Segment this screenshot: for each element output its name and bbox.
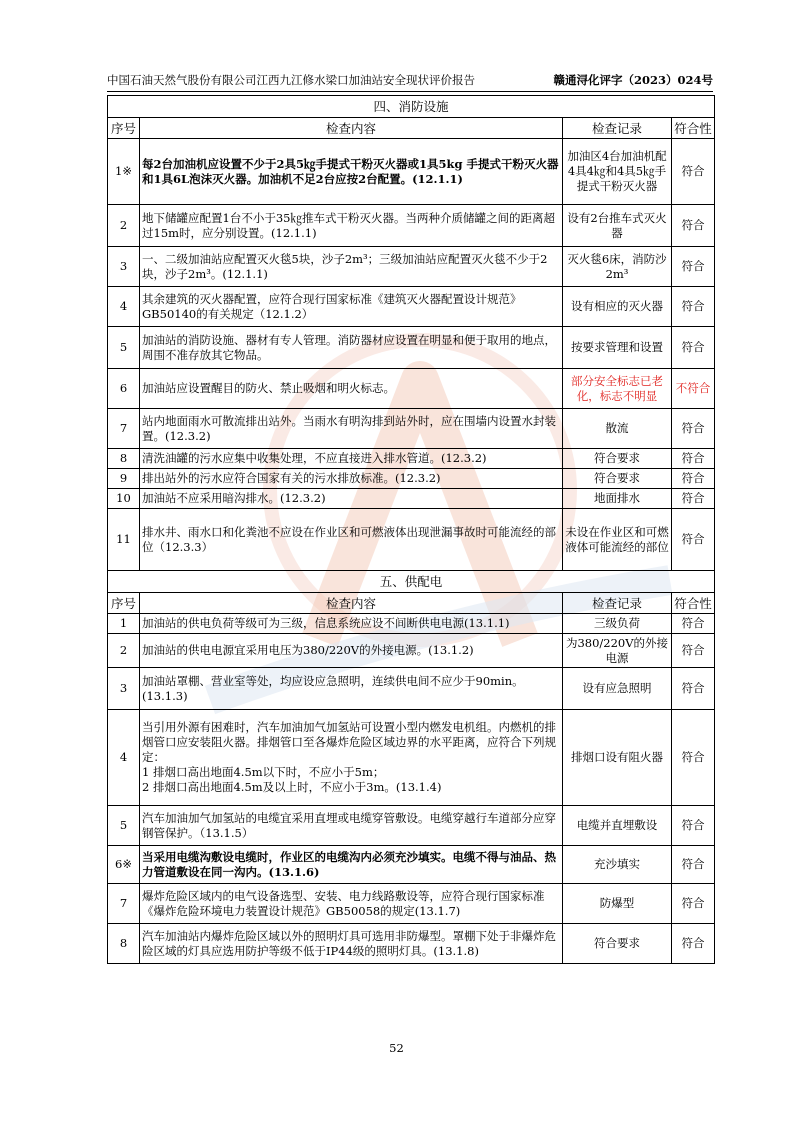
conformity-result: 符合 [672, 449, 715, 469]
check-record: 设有2台推车式灭火器 [563, 205, 672, 247]
table-row [108, 884, 715, 924]
col-header-content: 检查内容 [140, 118, 563, 139]
header-rule [107, 91, 713, 92]
table-row [108, 924, 715, 964]
check-record: 地面排水 [563, 489, 672, 509]
check-record: 三级负荷 [563, 614, 672, 634]
column-header-row [108, 118, 715, 139]
col-header-conformity: 符合性 [672, 118, 715, 139]
col-header-conformity: 符合性 [672, 593, 715, 614]
table-row [108, 489, 715, 509]
col-header-no: 序号 [108, 593, 140, 614]
conformity-result: 符合 [672, 846, 715, 884]
check-content: 加油站的消防设施、器材有专人管理。消防器材应设置在明显和便于取用的地点，周围不准存放其它物品。 [140, 327, 563, 369]
row-number: 10 [108, 489, 140, 509]
check-record: 加油区4台加油机配4具4㎏和4具5㎏手提式干粉灭火器 [563, 139, 672, 205]
col-header-record: 检查记录 [563, 593, 672, 614]
table-row [108, 139, 715, 205]
table-row [108, 469, 715, 489]
table-row [108, 710, 715, 806]
check-record: 未设在作业区和可燃液体可能流经的部位 [563, 509, 672, 571]
conformity-result: 符合 [672, 634, 715, 668]
conformity-result: 符合 [672, 924, 715, 964]
page-number: 52 [389, 1041, 404, 1055]
conformity-result: 符合 [672, 327, 715, 369]
row-number: 7 [108, 409, 140, 449]
table-row [108, 668, 715, 710]
check-record: 电缆并直埋敷设 [563, 806, 672, 846]
check-content: 地下储罐应配置1台不小于35㎏推车式干粉灭火器。当两种介质储罐之间的距离超过15m时，应分别设置。(12.1.1) [140, 205, 563, 247]
table-row [108, 806, 715, 846]
conformity-result: 符合 [672, 287, 715, 327]
row-number: 5 [108, 806, 140, 846]
table-row [108, 287, 715, 327]
table-row [108, 509, 715, 571]
table-row [108, 846, 715, 884]
section-header-power [108, 571, 715, 593]
table-row [108, 614, 715, 634]
check-record: 设有应急照明 [563, 668, 672, 710]
check-record: 防爆型 [563, 884, 672, 924]
check-record: 灭火毯6床，消防沙2m³ [563, 247, 672, 287]
row-number: 8 [108, 924, 140, 964]
report-title: 中国石油天然气股份有限公司江西九江修水梁口加油站安全现状评价报告 [107, 73, 475, 87]
check-content: 汽车加油加气加氢站的电缆宜采用直埋或电缆穿管敷设。电缆穿越行车道部分应穿钢管保护。（13.1.5） [140, 806, 563, 846]
report-number: 赣通浔化评字（2023）024号 [553, 73, 713, 87]
conformity-result: 符合 [672, 205, 715, 247]
check-content: 爆炸危险区域内的电气设备选型、安装、电力线路敷设等，应符合现行国家标准《爆炸危险环境电力装置设计规范》GB50058的规定(13.1.7) [140, 884, 563, 924]
table-row [108, 327, 715, 369]
row-number: 3 [108, 668, 140, 710]
row-number: 2 [108, 205, 140, 247]
check-content: 当采用电缆沟敷设电缆时，作业区的电缆沟内必须充沙填实。电缆不得与油品、热力管道敷设在同一沟内。(13.1.6) [140, 846, 563, 884]
section-header-fire [108, 96, 715, 118]
table-row [108, 634, 715, 668]
check-content: 加油站的供电负荷等级可为三级，信息系统应设不间断供电电源(13.1.1) [140, 614, 563, 634]
conformity-result: 符合 [672, 247, 715, 287]
row-number: 4 [108, 710, 140, 806]
check-content: 清洗油罐的污水应集中收集处理，不应直接进入排水管道。(12.3.2) [140, 449, 563, 469]
row-number: 6 [108, 369, 140, 409]
check-record: 符合要求 [563, 469, 672, 489]
check-content: 排水井、雨水口和化粪池不应设在作业区和可燃液体出现泄漏事故时可能流经的部位（12.3.3） [140, 509, 563, 571]
table-row [108, 409, 715, 449]
check-record: 散流 [563, 409, 672, 449]
col-header-no: 序号 [108, 118, 140, 139]
conformity-result: 符合 [672, 139, 715, 205]
col-header-content: 检查内容 [140, 593, 563, 614]
column-header-row [108, 593, 715, 614]
check-content: 每2台加油机应设置不少于2具5㎏手提式干粉灭火器或1具5kg 手提式干粉灭火器和1具6L泡沫灭火器。加油机不足2台应按2台配置。(12.1.1) [140, 139, 563, 205]
check-record: 按要求管理和设置 [563, 327, 672, 369]
section-title: 五、供配电 [108, 571, 715, 593]
table-row [108, 247, 715, 287]
conformity-result: 符合 [672, 509, 715, 571]
conformity-result: 符合 [672, 668, 715, 710]
row-number: 7 [108, 884, 140, 924]
col-header-record: 检查记录 [563, 118, 672, 139]
check-content: 排出站外的污水应符合国家有关的污水排放标准。(12.3.2) [140, 469, 563, 489]
conformity-result: 符合 [672, 409, 715, 449]
check-content: 加油站应设置醒目的防火、禁止吸烟和明火标志。 [140, 369, 563, 409]
check-content: 当引用外源有困难时，汽车加油加气加氢站可设置小型内燃发电机组。内燃机的排烟管口应安装阻火器。排烟管口至各爆炸危险区域边界的水平距离，应符合下列规定： 1 排烟口高出地面4.5m以下时，不应小于5m； 2 排烟口高出地面4.5m及以上时，不应小于3m。(13.1.4) [140, 710, 563, 806]
check-record: 设有相应的灭火器 [563, 287, 672, 327]
conformity-result: 符合 [672, 469, 715, 489]
check-content: 加油站的供电电源宜采用电压为380/220V的外接电源。(13.1.2) [140, 634, 563, 668]
row-number: 2 [108, 634, 140, 668]
check-record: 充沙填实 [563, 846, 672, 884]
check-content: 其余建筑的灭火器配置，应符合现行国家标准《建筑灭火器配置设计规范》GB50140的有关规定（12.1.2） [140, 287, 563, 327]
check-record: 符合要求 [563, 924, 672, 964]
inspection-table [107, 95, 715, 964]
conformity-result: 不符合 [672, 369, 715, 409]
check-record: 部分安全标志已老化，标志不明显 [563, 369, 672, 409]
check-content: 站内地面雨水可散流排出站外。当雨水有明沟排到站外时，应在围墙内设置水封装置。(12.3.2) [140, 409, 563, 449]
row-number: 8 [108, 449, 140, 469]
check-record: 排烟口设有阻火器 [563, 710, 672, 806]
row-number: 9 [108, 469, 140, 489]
check-content: 一、二级加油站应配置灭火毯5块，沙子2m³；三级加油站应配置灭火毯不少于2块，沙子2m³。(12.1.1) [140, 247, 563, 287]
table-row [108, 369, 715, 409]
table-row [108, 449, 715, 469]
conformity-result: 符合 [672, 489, 715, 509]
row-number: 1※ [108, 139, 140, 205]
row-number: 6※ [108, 846, 140, 884]
section-title: 四、消防设施 [108, 96, 715, 118]
check-record: 符合要求 [563, 449, 672, 469]
row-number: 3 [108, 247, 140, 287]
row-number: 1 [108, 614, 140, 634]
check-record: 为380/220V的外接电源 [563, 634, 672, 668]
row-number: 11 [108, 509, 140, 571]
table-row [108, 205, 715, 247]
conformity-result: 符合 [672, 710, 715, 806]
check-content: 汽车加油站内爆炸危险区域以外的照明灯具可选用非防爆型。罩棚下处于非爆炸危险区域的灯具应选用防护等级不低于IP44级的照明灯具。(13.1.8) [140, 924, 563, 964]
row-number: 4 [108, 287, 140, 327]
conformity-result: 符合 [672, 614, 715, 634]
conformity-result: 符合 [672, 806, 715, 846]
check-content: 加油站不应采用暗沟排水。(12.3.2) [140, 489, 563, 509]
check-content: 加油站罩棚、营业室等处，均应设应急照明，连续供电间不应少于90min。(13.1.3) [140, 668, 563, 710]
conformity-result: 符合 [672, 884, 715, 924]
row-number: 5 [108, 327, 140, 369]
